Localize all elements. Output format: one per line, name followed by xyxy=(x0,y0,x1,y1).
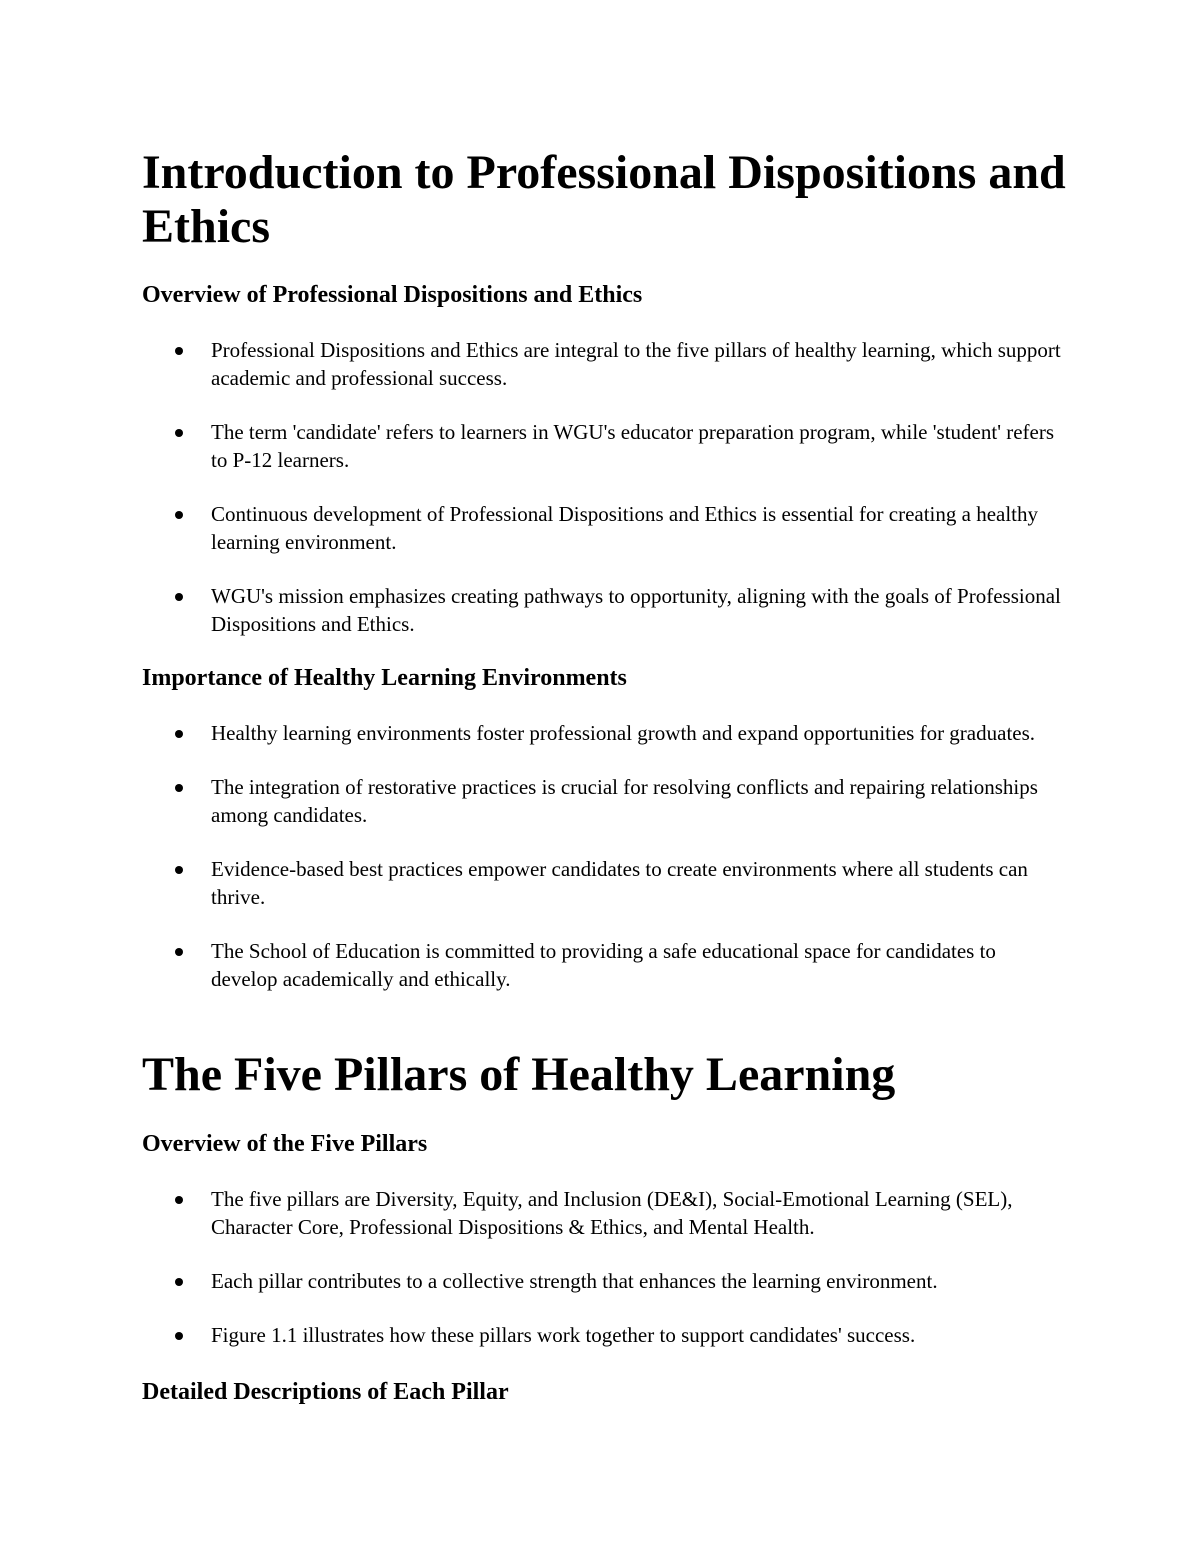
bullet-icon xyxy=(175,429,183,437)
list-item-text: The School of Education is committed to providing a safe educational space for candidates to develop academically and ethically. xyxy=(211,939,996,991)
subheading-importance-environments: Importance of Healthy Learning Environments xyxy=(142,665,627,691)
list-item xyxy=(142,855,1061,911)
bullet-list-importance-environments xyxy=(142,719,1072,1019)
bullet-icon xyxy=(175,1332,183,1340)
list-item-text: Healthy learning environments foster professional growth and expand opportunities for graduates. xyxy=(211,721,1036,745)
subheading-detailed-descriptions: Detailed Descriptions of Each Pillar xyxy=(142,1379,509,1405)
list-item-text: The integration of restorative practices is crucial for resolving conflicts and repairing relationships among candidates. xyxy=(211,775,1038,827)
bullet-icon xyxy=(175,866,183,874)
list-item-text: Continuous development of Professional Dispositions and Ethics is essential for creating a healthy learning environment. xyxy=(211,502,1039,554)
list-item xyxy=(142,336,1061,392)
list-item xyxy=(142,1185,1061,1241)
list-item xyxy=(142,773,1061,829)
section-title-five-pillars: The Five Pillars of Healthy Learning xyxy=(142,1048,896,1101)
subheading-overview-five-pillars: Overview of the Five Pillars xyxy=(142,1131,428,1157)
list-item xyxy=(142,1267,1061,1295)
list-item xyxy=(142,1321,1061,1349)
bullet-icon xyxy=(175,347,183,355)
bullet-icon xyxy=(175,511,183,519)
list-item xyxy=(142,500,1061,556)
list-item-text: Each pillar contributes to a collective strength that enhances the learning environment. xyxy=(211,1269,938,1293)
section-title-introduction: Introduction to Professional Dispositions and Ethics xyxy=(142,146,1066,253)
bullet-icon xyxy=(175,948,183,956)
list-item xyxy=(142,719,1061,747)
list-item-text: Professional Dispositions and Ethics are integral to the five pillars of healthy learning, which support academic and professional success. xyxy=(211,338,1061,390)
subheading-overview-dispositions: Overview of Professional Dispositions and Ethics xyxy=(142,282,643,308)
list-item-text: Figure 1.1 illustrates how these pillars work together to support candidates' success. xyxy=(211,1323,916,1347)
list-item-text: Evidence-based best practices empower candidates to create environments where all students can thrive. xyxy=(211,857,1028,909)
bullet-icon xyxy=(175,1196,183,1204)
bullet-list-overview-five-pillars xyxy=(142,1185,1072,1375)
list-item-text: The term 'candidate' refers to learners in WGU's educator preparation program, while 'student' refers to P-12 learners. xyxy=(211,420,1055,472)
list-item xyxy=(142,937,1061,993)
list-item xyxy=(142,418,1061,474)
bullet-icon xyxy=(175,1278,183,1286)
bullet-icon xyxy=(175,784,183,792)
list-item xyxy=(142,582,1061,638)
bullet-icon xyxy=(175,593,183,601)
bullet-icon xyxy=(175,730,183,738)
list-item-text: WGU's mission emphasizes creating pathways to opportunity, aligning with the goals of Professional Dispositions and Ethics. xyxy=(211,584,1061,636)
bullet-list-overview-dispositions xyxy=(142,336,1072,664)
list-item-text: The five pillars are Diversity, Equity, and Inclusion (DE&I), Social-Emotional Learning (SEL), Character Core, Professional Dispositions & Ethics, and Mental Health. xyxy=(211,1187,1013,1239)
